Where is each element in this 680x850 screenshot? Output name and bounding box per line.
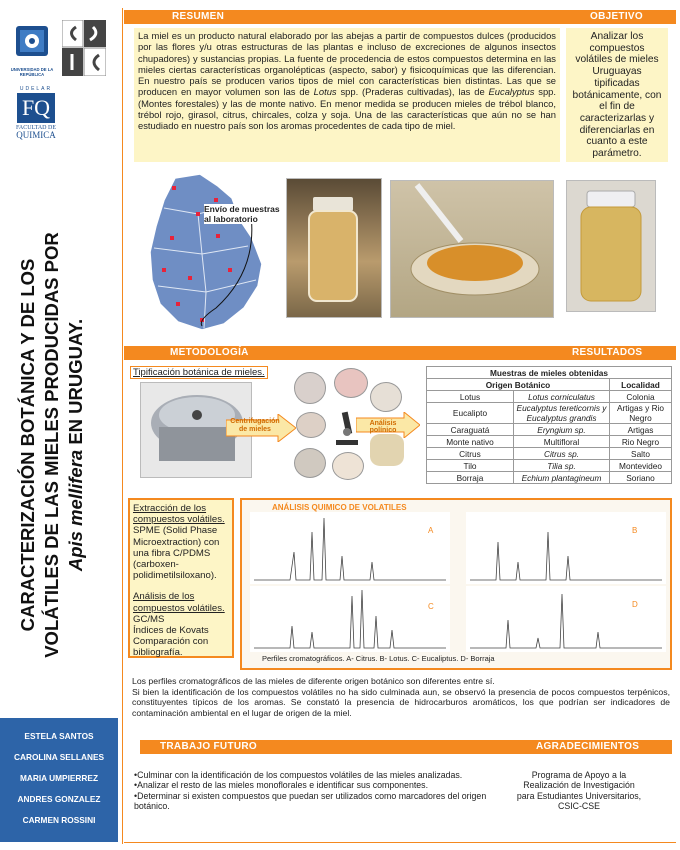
honeycomb-photo — [390, 180, 554, 318]
chromatogram-c — [250, 586, 450, 652]
fq-caption-2: QUIMICA — [16, 130, 56, 140]
pollen-image — [334, 368, 368, 398]
csic-logo — [62, 20, 106, 76]
table-title: Muestras de mieles obtenidas — [427, 367, 672, 379]
udelar-caption: UNIVERSIDAD DE LA REPÚBLICA — [10, 67, 54, 77]
map-label: Envío de muestras al laboratorio — [204, 204, 288, 224]
bottom-divider — [124, 842, 676, 843]
pollen-image — [370, 382, 402, 412]
section-bar-metodologia — [124, 346, 676, 360]
section-bar-trabajo-futuro — [140, 740, 672, 754]
cromatogramas-title: ANÁLISIS QUIMICO DE VOLATILES — [272, 503, 407, 512]
table-row: Monte nativo Multifloral Rio Negro — [427, 436, 672, 448]
fq-letters: FQ — [17, 93, 55, 123]
table-row: Tilo Tilia sp. Montevideo — [427, 460, 672, 472]
resumen-text: La miel es un producto natural elaborado por las abejas a partir de compuestos dulces (producidos por las flores y/u otras estructuras de las plantas e incluso de excreciones de algunos insectos chupadores) y sustancias propias. La fuente de procedencia de estos compuestos determina en las mieles ciertas características organolépticas (aspecto, sabor) y fisicoquímicas que las diferencian. En nuestro país se producen varios tipos de miel con características bien distintas. Las que se producen en mayor volumen son las de Lotus spp. (Praderas cultivadas), las de Eucalyptus spp. (Montes forestales) y las de monte nativo. En menor medida se producen mieles de trébol blanco, trébol rojo, girasol, citrus, chircales, colza y soja. Una de las características que aún no se han estudiado en nuestro país son los aromas procedentes de cada tipo de miel. — [134, 28, 560, 162]
author-name: ESTELA SANTOS — [24, 731, 94, 741]
table-row: Eucalipto Eucalyptus tereticornis y Eucalyptus grandis Artigas y Rio Negro — [427, 403, 672, 424]
table-header-origen: Origen Botánico — [427, 379, 610, 391]
section-bar-resumen — [124, 10, 676, 24]
fq-small-caption: UDELAR — [19, 86, 53, 92]
chromatogram-label-c: C — [428, 602, 434, 611]
pollen-image — [294, 448, 326, 478]
metodologia-volatiles-box — [128, 498, 234, 658]
chromatogram-d — [466, 586, 666, 652]
table-row: Lotus Lotus corniculatus Colonia — [427, 391, 672, 403]
table-row: Caraguatá Eryngium sp. Artigas — [427, 424, 672, 436]
title-line-3-rest: EN URUGUAY. — [65, 318, 86, 450]
analisis-body: GC/MS Índices de Kovats Comparación con bibliografía. — [133, 613, 209, 659]
fq-logo — [8, 86, 64, 152]
extraccion-title: Extracción de los compuestos volátiles. — [133, 503, 225, 526]
agradecimientos-text: Programa de Apoyo a la Realización de Investigación para Estudiantes Universitarios, CSIC-CSE — [516, 770, 642, 812]
extraccion-body: SPME (Solid Phase Microextraction) con una fibra C/PDMS (carboxen-polidimetilsiloxano). — [133, 525, 220, 582]
table-row: Borraja Echium plantagineum Soriano — [427, 472, 672, 484]
pollen-image — [294, 372, 326, 404]
tipificacion-label: Tipificación botánica de mieles. — [130, 366, 268, 379]
table-row: Citrus Citrus sp. Salto — [427, 448, 672, 460]
author-name: CAROLINA SELLANES — [13, 752, 105, 762]
title-line-1: CARACTERIZACIÓN BOTÁNICA Y DE LOS — [17, 258, 38, 632]
resultados-text — [132, 676, 670, 718]
list-item: •Determinar si existen compuestos que puedan ser utilizados como marcadores del origen botánico. — [134, 790, 487, 812]
fq-caption-1: FACULTAD DE — [15, 125, 57, 131]
honey-sample-jar-photo — [566, 180, 656, 312]
list-item: •Culminar con la identificación de los compuestos volátiles de las mieles analizadas. — [134, 770, 463, 780]
resultados-line-2: Si bien la identificación de los compuestos volátiles no ha sido culminada aun, se observó la presencia de pocos compuestos terpénicos, constituyentes típicos de los aromas. Se constató la presencia de hidrocarburos aromáticos, los que podrían ser indicadores de contaminación ambiental en el lugar de origen de la miel. — [132, 686, 670, 718]
chromatogram-a — [250, 512, 450, 584]
section-title-agradecimientos: AGRADECIMIENTOS — [536, 741, 640, 752]
pollen-image — [370, 434, 404, 466]
objetivo-text: Analizar los compuestos volátiles de mieles Uruguayas tipificadas botánicamente, con el fin de caracterizarlas y diferenciarlas en cuanto a este parámetro. — [566, 28, 668, 162]
table-header-localidad: Localidad — [610, 379, 672, 391]
chromatogram-label-b: B — [632, 526, 638, 535]
authors-panel — [0, 718, 118, 842]
uruguay-map — [140, 168, 280, 338]
section-title-metodologia: METODOLOGÍA — [170, 347, 249, 358]
trabajo-futuro-list — [134, 770, 500, 812]
title-line-3 — [64, 205, 88, 685]
analisis-title: Análisis de los compuestos volátiles. — [133, 591, 225, 614]
section-title-resumen: RESUMEN — [172, 11, 225, 22]
resultados-line-1: Los perfiles cromatográficos de las mieles de diferente origen botánico son diferentes entre sí. — [132, 676, 495, 686]
section-title-objetivo: OBJETIVO — [590, 11, 643, 22]
title-line-2: VOLÁTILES DE LAS MIELES PRODUCIDAS POR — [41, 232, 62, 658]
honey-jar-photo — [286, 178, 382, 318]
samples-table — [426, 366, 672, 484]
analisis-polinico-arrow — [356, 412, 420, 438]
centrifugacion-label: Centrifugación de mieles — [230, 418, 280, 433]
section-title-resultados: RESULTADOS — [572, 347, 643, 358]
centrifugacion-arrow — [226, 414, 296, 442]
udelar-logo — [8, 22, 56, 80]
column-divider — [122, 8, 123, 844]
list-item: •Analizar el resto de las mieles monoflorales e identificar sus componentes. — [134, 780, 429, 791]
author-name: CARMEN ROSSINI — [22, 815, 96, 825]
chromatogram-b — [466, 512, 666, 584]
author-name: ANDRES GONZALEZ — [17, 794, 101, 804]
author-name: MARIA UMPIERREZ — [19, 773, 99, 783]
pollen-image — [332, 452, 364, 480]
chromatogram-label-d: D — [632, 600, 638, 609]
poster-title — [16, 205, 116, 685]
analisis-polinico-label: Análisis polínico — [369, 420, 397, 434]
pollen-image — [296, 412, 326, 438]
title-species: Apis mellifera — [65, 449, 86, 572]
cromatogramas-caption: Perfiles cromatográficos. A- Citrus. B- Lotus. C- Eucaliptus. D- Borraja — [262, 654, 495, 663]
chromatogram-label-a: A — [428, 526, 434, 535]
cromatogramas-panel — [240, 498, 672, 670]
section-title-trabajo-futuro: TRABAJO FUTURO — [160, 741, 257, 752]
